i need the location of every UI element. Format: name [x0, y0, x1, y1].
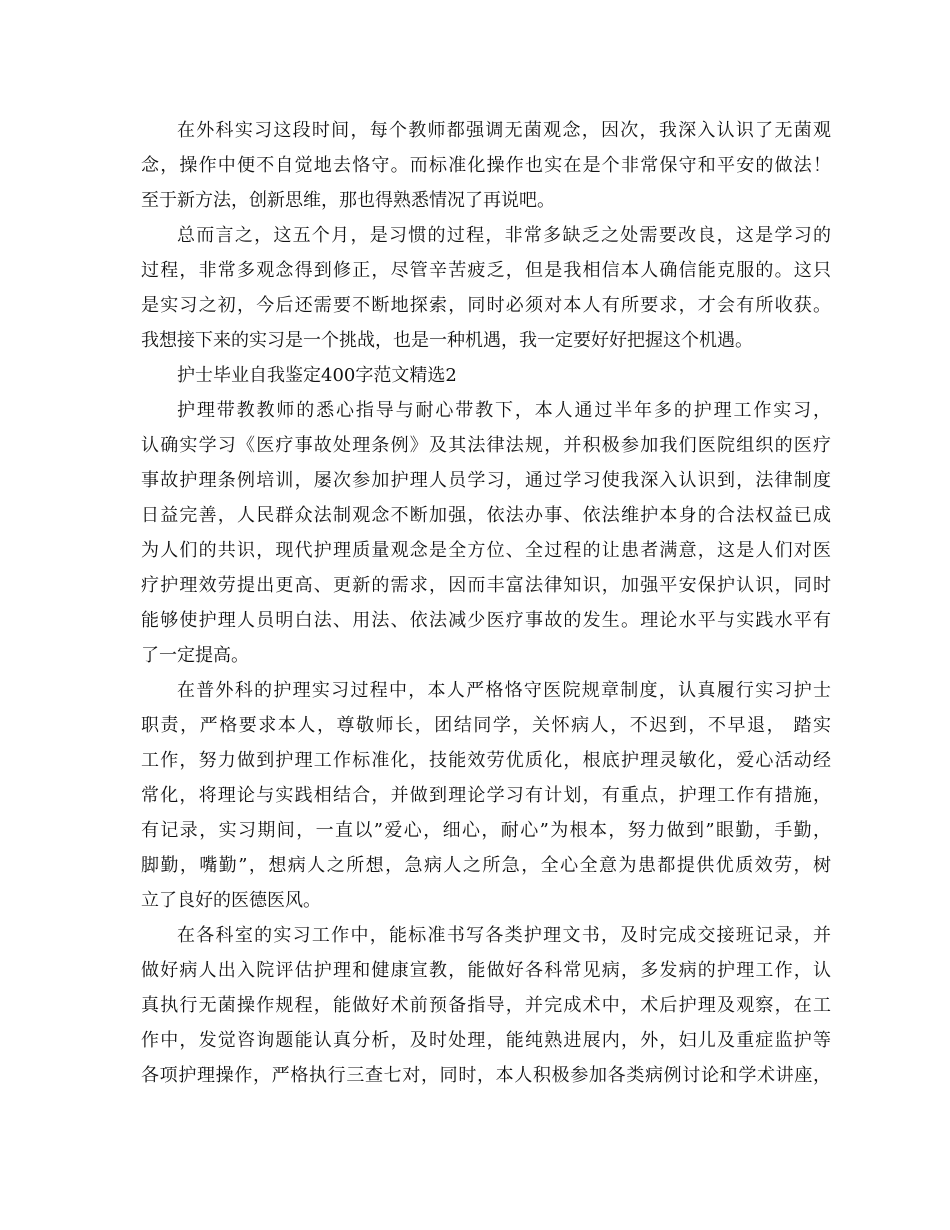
paragraph-line: 事故护理条例培训，屡次参加护理人员学习，通过学习使我深入认识到，法律制度: [141, 470, 831, 491]
paragraph-line: 疗护理效劳提出更高、更新的需求，因而丰富法律知识，加强平安保护认识，同时: [141, 575, 831, 596]
paragraph-line: 做好病人出入院评估护理和健康宣教，能做好各科常见病，多发病的护理工作，认: [141, 960, 831, 981]
section-heading: 护士毕业自我鉴定400字范文精选2: [177, 365, 457, 386]
paragraph-line: 各项护理操作，严格执行三查七对，同时，本人积极参加各类病例讨论和学术讲座，: [141, 1065, 831, 1086]
paragraph-line: 护理带教教师的悉心指导与耐心带教下，本人通过半年多的护理工作实习，: [177, 400, 831, 421]
paragraph-line: 念，操作中便不自觉地去恪守。而标准化操作也实在是个非常保守和平安的做法！: [141, 155, 831, 176]
paragraph-line: 我想接下来的实习是一个挑战，也是一种机遇，我一定要好好把握这个机遇。: [141, 330, 753, 351]
paragraph-line: 在各科室的实习工作中，能标准书写各类护理文书，及时完成交接班记录，并: [177, 925, 831, 946]
paragraph-line: 立了良好的医德医风。: [141, 890, 321, 911]
paragraph-line: 总而言之，这五个月，是习惯的过程，非常多缺乏之处需要改良，这是学习的: [177, 225, 831, 246]
paragraph-line: 有记录，实习期间，一直以”爱心，细心，耐心”为根本，努力做到”眼勤，手勤，: [141, 820, 831, 841]
paragraph-line: 过程，非常多观念得到修正，尽管辛苦疲乏，但是我相信本人确信能克服的。这只: [141, 260, 831, 281]
paragraph-line: 职责，严格要求本人，尊敬师长，团结同学，关怀病人，不迟到，不早退， 踏实: [141, 715, 831, 736]
paragraph-line: 真执行无菌操作规程，能做好术前预备指导，并完成术中，术后护理及观察，在工: [141, 995, 831, 1016]
paragraph-line: 是实习之初，今后还需要不断地探索，同时必须对本人有所要求，才会有所收获。: [141, 295, 831, 316]
paragraph-line: 了一定提高。: [141, 645, 249, 666]
paragraph-line: 在外科实习这段时间，每个教师都强调无菌观念，因次，我深入认识了无菌观: [177, 120, 831, 141]
paragraph-line: 工作，努力做到护理工作标准化，技能效劳优质化，根底护理灵敏化，爱心活动经: [141, 750, 831, 771]
paragraph-line: 至于新方法，创新思维，那也得熟悉情况了再说吧。: [141, 190, 555, 211]
paragraph-line: 能够使护理人员明白法、用法、依法减少医疗事故的发生。理论水平与实践水平有: [141, 610, 831, 631]
paragraph-line: 常化，将理论与实践相结合，并做到理论学习有计划，有重点，护理工作有措施，: [141, 785, 831, 806]
paragraph-line: 作中，发觉咨询题能认真分析，及时处理，能纯熟进展内，外，妇儿及重症监护等: [141, 1030, 831, 1051]
paragraph-line: 脚勤，嘴勤”，想病人之所想，急病人之所急，全心全意为患都提供优质效劳，树: [141, 855, 831, 876]
paragraph-line: 在普外科的护理实习过程中，本人严格恪守医院规章制度，认真履行实习护士: [177, 680, 831, 701]
paragraph-line: 认确实学习《医疗事故处理条例》及其法律法规，并积极参加我们医院组织的医疗: [141, 435, 831, 456]
paragraph-line: 为人们的共识，现代护理质量观念是全方位、全过程的让患者满意，这是人们对医: [141, 540, 831, 561]
paragraph-line: 日益完善，人民群众法制观念不断加强，依法办事、依法维护本身的合法权益已成: [141, 505, 831, 526]
